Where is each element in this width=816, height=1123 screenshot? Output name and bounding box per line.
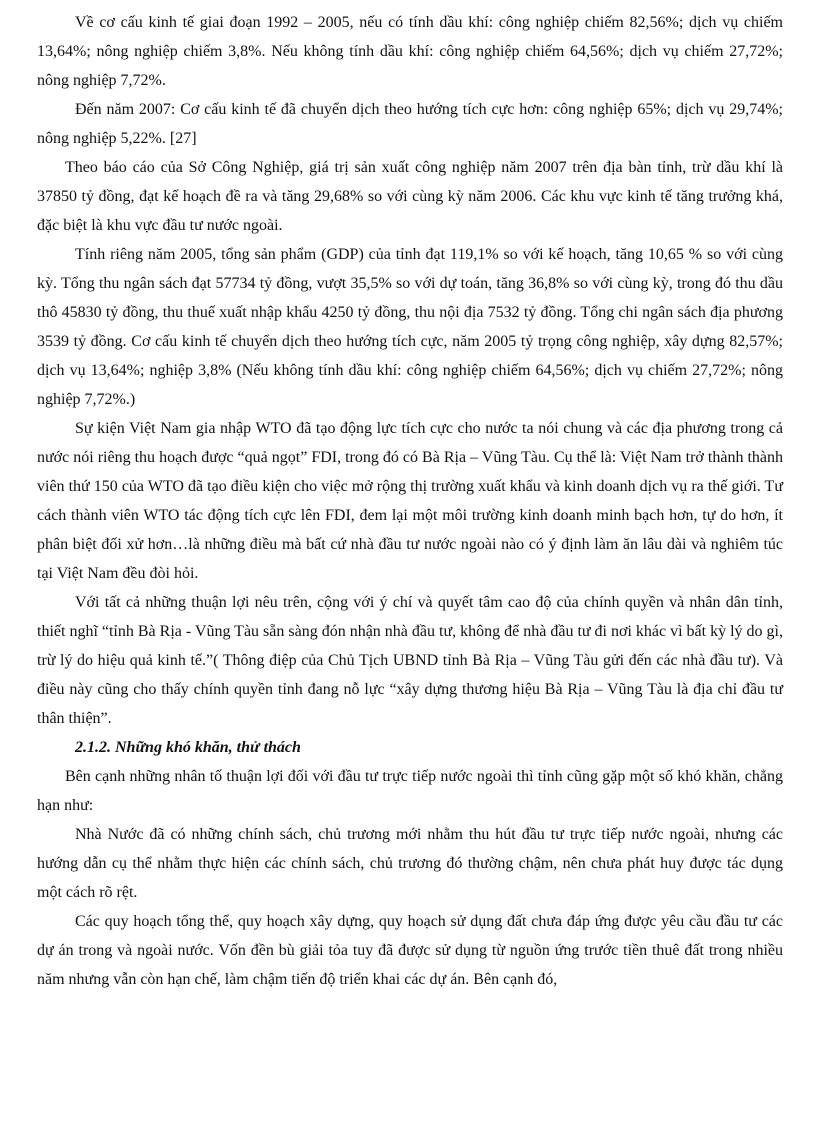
paragraph-economic-structure-2007: Đến năm 2007: Cơ cấu kinh tế đã chuyển dịch theo hướng tích cực hơn: công nghiệp 65%; dịch vụ 29,74%; nông nghiệp 5,22%. [27] [37,101,783,147]
paragraph-investor-message: Với tất cả những thuận lợi nêu trên, cộng với ý chí và quyết tâm cao độ của chính quyền và nhân dân tỉnh, thiết nghĩ “tỉnh Bà Rịa - Vũng Tàu sẵn sàng đón nhận nhà đầu tư, không để nhà đầu tư đi nơi khác vì bất kỳ lý do gì, trừ lý do hiệu quả kinh tế.”( Thông điệp của Chủ Tịch UBND tỉnh Bà Rịa – Vũng Tàu gửi đến các nhà đầu tư). Và điều này cũng cho thấy chính quyền tỉnh đang nỗ lực “xây dựng thương hiệu Bà Rịa – Vũng Tàu là địa chỉ đầu tư thân thiện”. [37,594,783,727]
paragraph-difficulties-intro: Bên cạnh những nhân tố thuận lợi đối với đầu tư trực tiếp nước ngoài thì tỉnh cũng gặp một số khó khăn, chẳng hạn như: [37,768,783,814]
document-page [37,8,783,994]
paragraph-gdp-2005: Tính riêng năm 2005, tổng sản phẩm (GDP) của tỉnh đạt 119,1% so với kế hoạch, tăng 10,65 % so với cùng kỳ. Tổng thu ngân sách đạt 57734 tỷ đồng, vượt 35,5% so với dự toán, tăng 36,8% so với cùng kỳ, trong đó thu dầu thô 45830 tỷ đồng, thu thuế xuất nhập khẩu 4250 tỷ đồng, thu nội địa 7532 tỷ đồng. Tổng chi ngân sách địa phương 3539 tỷ đồng. Cơ cấu kinh tế chuyển dịch theo hướng tích cực, năm 2005 tỷ trọng công nghiệp, xây dựng 82,57%; dịch vụ 13,64%; nghiệp 3,8% (Nếu không tính dầu khí: công nghiệp chiếm 64,56%; dịch vụ chiếm 27,72%; nông nghiệp 7,72%.) [37,246,783,408]
section-heading-difficulties: 2.1.2. Những khó khăn, thử thách [75,739,301,756]
paragraph-economic-structure-1992-2005: Về cơ cấu kinh tế giai đoạn 1992 – 2005, nếu có tính dầu khí: công nghiệp chiếm 82,56%; dịch vụ chiếm 13,64%; nông nghiệp chiếm 3,8%. Nếu không tính dầu khí: công nghiệp chiếm 64,56%; dịch vụ chiếm 27,72%; nông nghiệp 7,72%. [37,14,783,89]
paragraph-policy-guidance: Nhà Nước đã có những chính sách, chủ trương mới nhằm thu hút đầu tư trực tiếp nước ngoài, nhưng các hướng dẫn cụ thể nhằm thực hiện các chính sách, chủ trương đó thường chậm, nên chưa phát huy được tác dụng một cách rõ rệt. [37,826,783,901]
paragraph-planning-land-use: Các quy hoạch tổng thể, quy hoạch xây dựng, quy hoạch sử dụng đất chưa đáp ứng được yêu cầu đầu tư các dự án trong và ngoài nước. Vốn đền bù giải tỏa tuy đã được sử dụng từ nguồn ứng trước tiền thuê đất trong nhiều năm nhưng vẫn còn hạn chế, làm chậm tiến độ triển khai các dự án. Bên cạnh đó, [37,913,783,988]
paragraph-industry-report-2007: Theo báo cáo của Sở Công Nghiệp, giá trị sản xuất công nghiệp năm 2007 trên địa bàn tỉnh, trừ dầu khí là 37850 tỷ đồng, đạt kế hoạch đề ra và tăng 29,68% so với cùng kỳ năm 2006. Các khu vực kinh tế tăng trưởng khá, đặc biệt là khu vực đầu tư nước ngoài. [37,159,783,234]
paragraph-wto-accession: Sự kiện Việt Nam gia nhập WTO đã tạo động lực tích cực cho nước ta nói chung và các địa phương trong cả nước nói riêng thu hoạch được “quả ngọt” FDI, trong đó có Bà Rịa – Vũng Tàu. Cụ thể là: Việt Nam trở thành thành viên thứ 150 của WTO đã tạo điều kiện cho việc mở rộng thị trường xuất khẩu và kinh doanh dịch vụ ra thế giới. Tư cách thành viên WTO tác động tích cực lên FDI, đem lại một môi trường kinh doanh minh bạch hơn, tự do hơn, ít phân biệt đối xử hơn…là những điều mà bất cứ nhà đầu tư nước ngoài nào có ý định làm ăn lâu dài và nghiêm túc tại Việt Nam đều đòi hỏi. [37,420,783,582]
